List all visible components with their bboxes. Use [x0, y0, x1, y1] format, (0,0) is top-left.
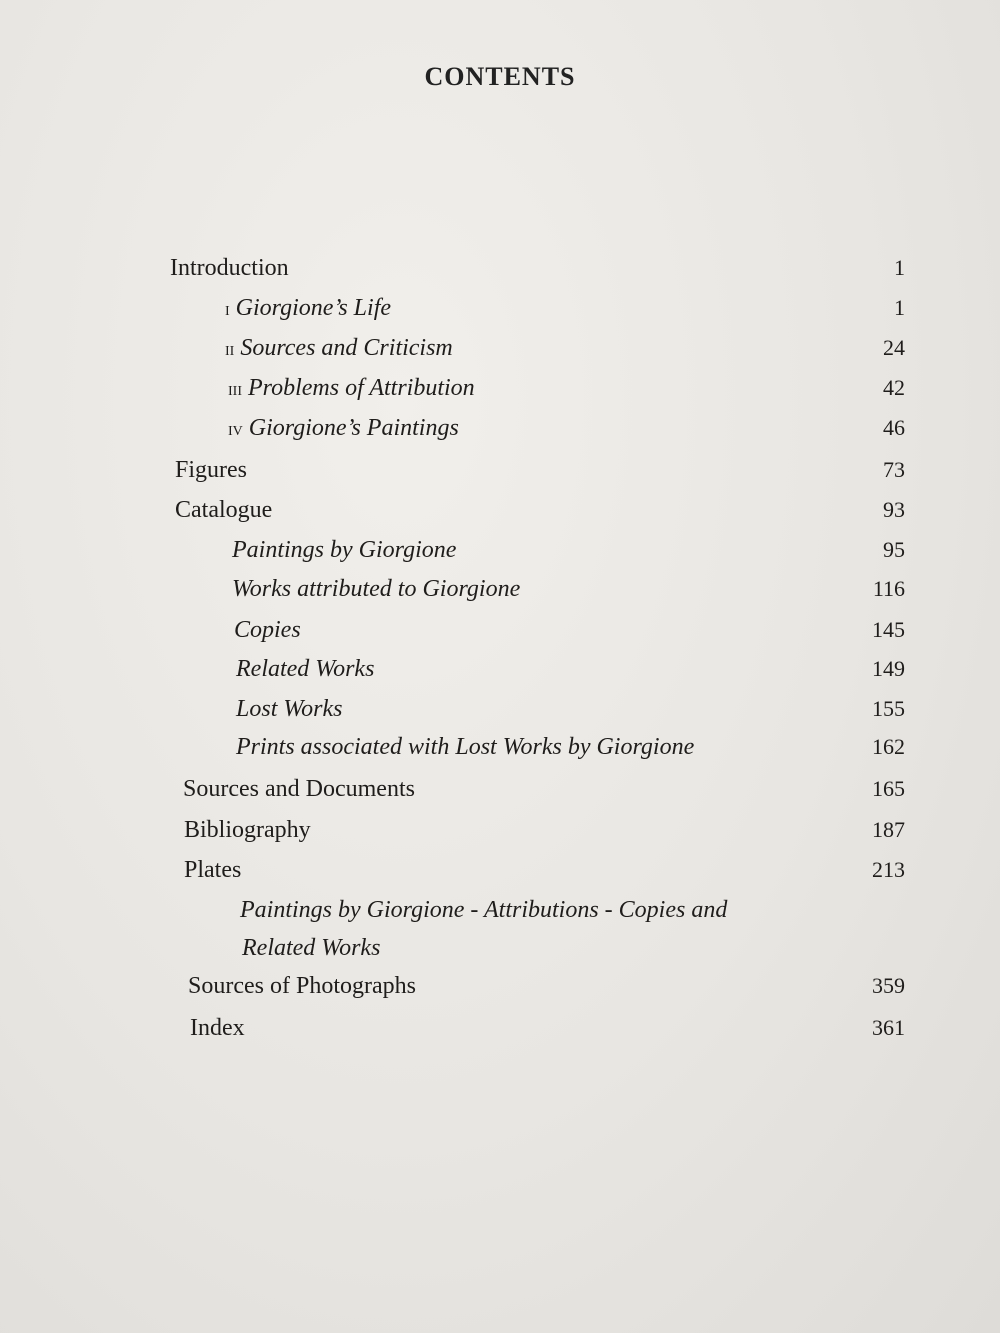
toc-entry-page: 361	[872, 1015, 905, 1040]
toc-entry-label: Introduction	[170, 255, 289, 281]
toc-entry-text: Problems of Attribution	[248, 375, 475, 401]
toc-entry-label: Index	[190, 1015, 245, 1041]
toc-entry-label	[228, 375, 475, 402]
toc-entry-label: Related Works	[242, 935, 381, 961]
toc-roman-numeral: ii	[225, 338, 235, 360]
toc-entry-label: Paintings by Giorgione - Attributions - Copies and	[240, 897, 728, 923]
toc-entry-page: 24	[883, 335, 905, 360]
toc-entry-label: Prints associated with Lost Works by Giorgione	[236, 734, 695, 760]
toc-entry-page: 165	[872, 776, 905, 801]
toc-entry-page: 1	[894, 295, 905, 320]
toc-entry	[0, 576, 1000, 612]
toc-entry	[0, 776, 1000, 812]
toc-entry-label: Catalogue	[175, 497, 273, 523]
toc-entry-page: 93	[883, 497, 905, 522]
toc-entry	[0, 897, 1000, 933]
toc-entry-label	[228, 415, 459, 442]
toc-entry-text: Giorgione’s Life	[235, 295, 392, 321]
toc-entry	[0, 617, 1000, 653]
toc-entry-page: 162	[872, 734, 905, 759]
toc-entry-text: Sources and Criticism	[240, 335, 453, 361]
toc-entry	[0, 537, 1000, 573]
toc-entry	[0, 734, 1000, 770]
toc-roman-numeral: iv	[228, 418, 243, 440]
toc-entry-label: Figures	[175, 457, 247, 483]
page-title: CONTENTS	[424, 62, 576, 91]
toc-entry	[0, 973, 1000, 1009]
toc-entry-page: 1	[894, 255, 905, 280]
toc-entry	[0, 1015, 1000, 1051]
toc-entry-page: 116	[872, 576, 905, 601]
toc-entry	[0, 335, 1000, 371]
toc-entry	[0, 935, 1000, 971]
toc-entry-label	[225, 295, 391, 322]
toc-entry	[0, 497, 1000, 533]
toc-entry-label	[225, 335, 453, 362]
toc-entry-page: 73	[883, 457, 905, 482]
toc-entry	[0, 255, 1000, 291]
toc-entry-page: 95	[883, 537, 905, 562]
toc-entry-page: 46	[883, 415, 905, 440]
toc-entry-label: Copies	[234, 617, 301, 643]
toc-entry-label: Bibliography	[184, 817, 311, 843]
toc-entry-label: Lost Works	[236, 696, 343, 722]
toc-entry-label: Plates	[184, 857, 242, 883]
toc-entry	[0, 415, 1000, 451]
toc-entry-text: Giorgione’s Paintings	[248, 415, 459, 441]
toc-entry-page: 42	[883, 375, 905, 400]
toc-roman-numeral: iii	[228, 378, 242, 400]
toc-entry-page: 155	[872, 696, 905, 721]
toc-entry	[0, 375, 1000, 411]
toc-entry-page: 145	[872, 617, 905, 642]
toc-entry-label: Related Works	[236, 656, 375, 682]
toc-entry-label: Paintings by Giorgione	[232, 537, 457, 563]
toc-entry-page: 149	[872, 656, 905, 681]
toc-entry	[0, 295, 1000, 331]
toc-entry-page: 213	[872, 857, 905, 882]
toc-entry-label: Sources and Documents	[183, 776, 415, 802]
toc-entry-page: 359	[872, 973, 905, 998]
toc-entry-page: 187	[872, 817, 905, 842]
toc-entry	[0, 457, 1000, 493]
toc-entry-label: Sources of Photographs	[188, 973, 416, 999]
toc-entry	[0, 696, 1000, 732]
toc-entry	[0, 656, 1000, 692]
toc-entry	[0, 857, 1000, 893]
toc-roman-numeral: i	[225, 298, 230, 320]
toc-entry-label: Works attributed to Giorgione	[232, 576, 521, 602]
toc-entry	[0, 817, 1000, 853]
